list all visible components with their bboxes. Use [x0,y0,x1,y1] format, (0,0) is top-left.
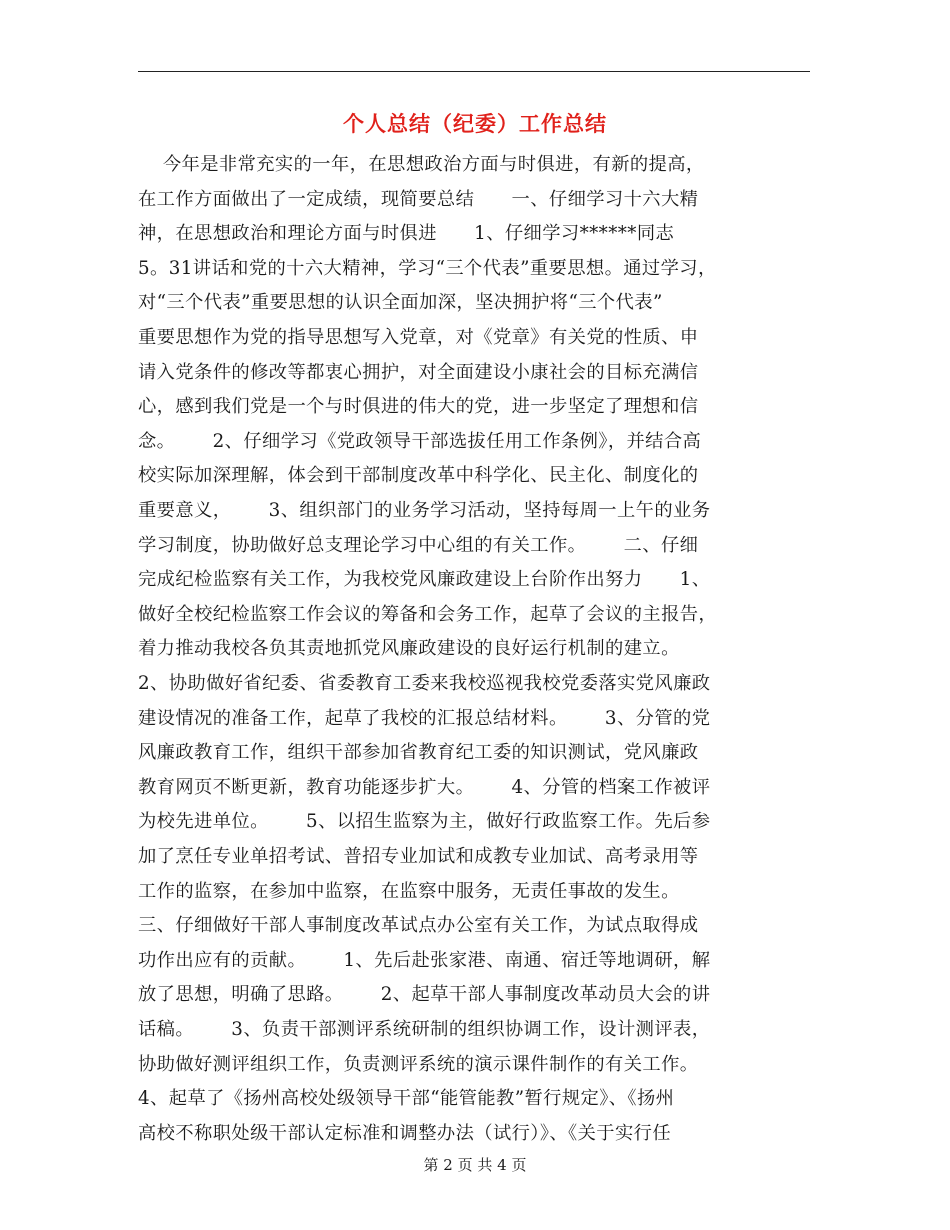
body-line: 协助做好测评组织工作，负责测评系统的演示课件制作的有关工作。 [138,1053,699,1075]
body-line: 念。 2、仔细学习《党政领导干部选拔任用工作条例》，并结合高 [138,430,702,452]
body-line: 4、起草了《扬州高校处级领导干部“能管能教”暂行规定》、《扬州 [138,1088,675,1110]
body-line: 加了烹任专业单招考试、普招专业加试和成教专业加试、高考录用等 [138,846,699,867]
body-line: 请入党条件的修改等都衷心拥护，对全面建设小康社会的目标充满信 [138,361,699,383]
body-line: 功作出应有的贡献。 1、先后赴张家港、南通、宿迁等地调研，解 [138,949,711,971]
body-line: 学习制度，协助做好总支理论学习中心组的有关工作。 二、仔细 [138,534,699,556]
body-line: 在工作方面做出了一定成绩，现简要总结 一、仔细学习十六大精 [138,188,699,210]
body-line: 着力推动我校各负其责地抓党风廉政建设的良好运行机制的建立。 [138,638,680,660]
body-line: 建设情况的准备工作，起草了我校的汇报总结材料。 3、分管的党 [138,707,711,729]
body-line: 为校先进单位。 5、以招生监察为主，做好行政监察工作。先后参 [138,811,711,833]
body-line: 今年是非常充实的一年，在思想政治方面与时俱进，有新的提高， [138,154,705,175]
document-title: 个人总结（纪委）工作总结 [343,112,607,136]
page-number: 第 2 页 共 4 页 [423,1156,527,1174]
body-line: 教育网页不断更新，教育功能逐步扩大。 4、分管的档案工作被评 [138,776,711,798]
body-line: 完成纪检监察有关工作，为我校党风廉政建设上台阶作出努力 1、 [138,569,711,591]
body-line: 心，感到我们党是一个与时俱进的伟大的党，进一步坚定了理想和信 [138,396,699,418]
body-line: 三、仔细做好干部人事制度改革试点办公室有关工作，为试点取得成 [138,915,699,937]
body-line: 风廉政教育工作，组织干部参加省教育纪工委的知识测试，党风廉政 [138,742,699,764]
header-rule [138,71,810,72]
body-line: 话稿。 3、负责干部测评系统研制的组织协调工作，设计测评表， [138,1019,711,1040]
body-line: 2、协助做好省纪委、省委教育工委来我校巡视我校党委落实党风廉政 [138,673,711,694]
body-line: 高校不称职处级干部认定标准和调整办法（试行）》、《关于实行任 [138,1122,672,1144]
body-line: 重要思想作为党的指导思想写入党章，对《党章》有关党的性质、申 [138,327,699,348]
body-line: 神，在思想政治和理论方面与时俱进 1、仔细学习******同志 [138,223,675,245]
body-line: 对“三个代表”重要思想的认识全面加深，坚决拥护将“三个代表” [138,292,663,314]
body-line: 工作的监察，在参加中监察，在监察中服务，无责任事故的发生。 [138,880,680,902]
body-line: 放了思想，明确了思路。 2、起草干部人事制度改革动员大会的讲 [138,984,711,1006]
body-line: 5。31讲话和党的十六大精神，学习“三个代表”重要思想。通过学习， [138,257,717,279]
body-line: 校实际加深理解，体会到干部制度改革中科学化、民主化、制度化的 [138,465,699,487]
body-line: 重要意义， 3、组织部门的业务学习活动，坚持每周一上午的业务 [138,500,711,521]
body-line: 做好全校纪检监察工作会议的筹备和会务工作，起草了会议的主报告， [138,603,718,625]
